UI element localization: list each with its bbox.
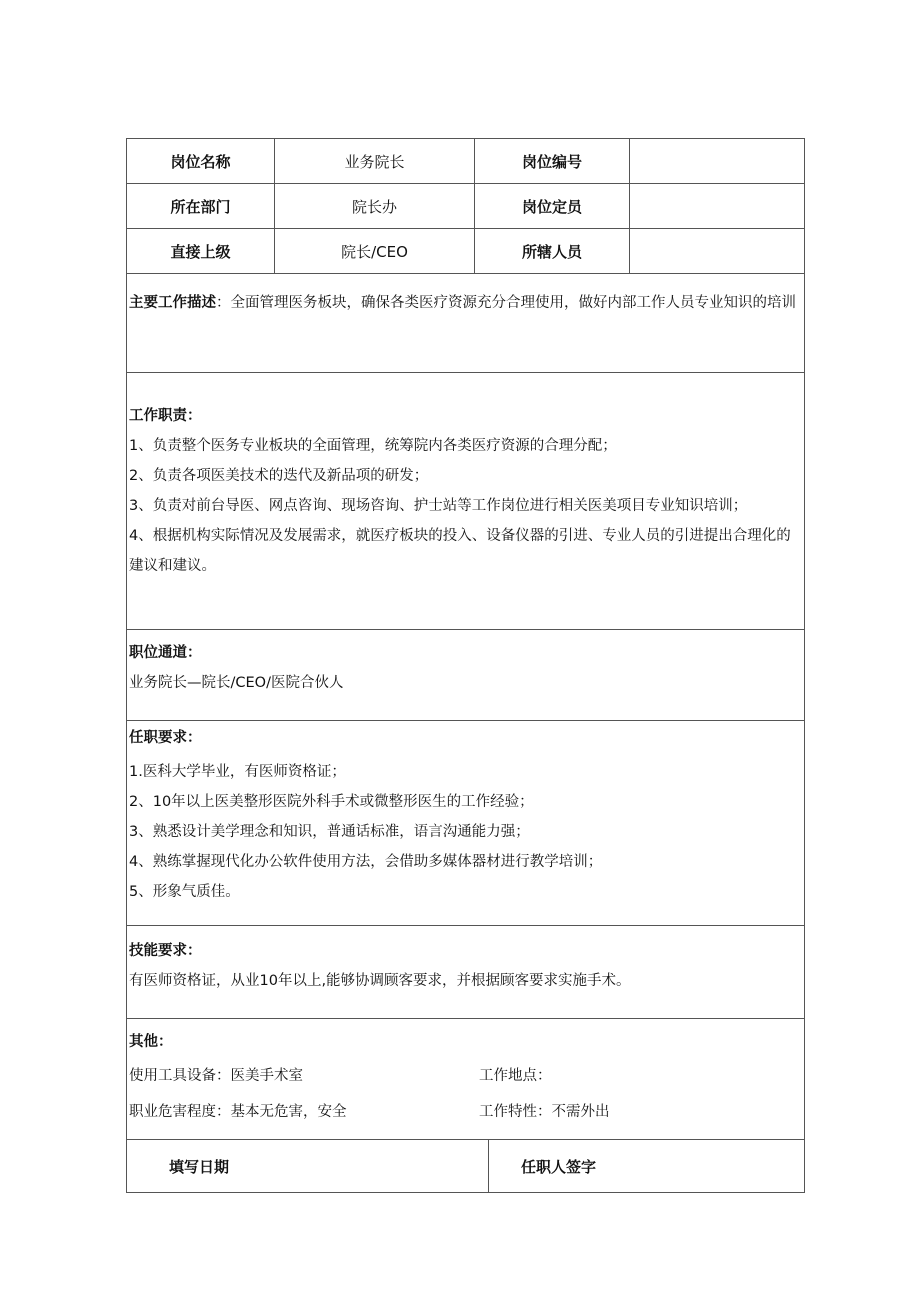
skills-row [127, 926, 805, 1019]
summary-paragraph [129, 288, 802, 318]
other-line-1 [129, 1061, 802, 1091]
career-text: 业务院长—院长/CEO/医院合伙人 [129, 675, 344, 691]
job-description-table [126, 138, 805, 1140]
signature-row [127, 1140, 805, 1193]
department-label: 所在部门 [127, 184, 275, 229]
career-title: 职位通道： [129, 645, 202, 661]
duty-item: 2、负责各项医美技术的迭代及新品项的研发； [129, 468, 429, 484]
skills-section [127, 926, 805, 1019]
subordinates-label: 所辖人员 [475, 229, 630, 274]
job-title-value: 业务院长 [275, 139, 475, 184]
equipment-text: 使用工具设备：医美手术室 [129, 1068, 303, 1084]
duties-section [127, 373, 805, 630]
duty-item: 4、根据机构实际情况及发展需求，就医疗板块的投入、设备仪器的引进、专业人员的引进提出合理化的建议和建议。 [129, 528, 791, 574]
headcount-label: 岗位定员 [475, 184, 630, 229]
fill-date-label: 填写日期 [127, 1140, 489, 1193]
subordinates-value [630, 229, 805, 274]
signature-table [126, 1139, 805, 1193]
requirement-item: 3、熟悉设计美学理念和知识，普通话标准，语言沟通能力强； [129, 824, 530, 840]
header-row-supervisor [127, 229, 805, 274]
supervisor-label: 直接上级 [127, 229, 275, 274]
header-row-department [127, 184, 805, 229]
other-row [127, 1019, 805, 1140]
nature-text: 工作特性：不需外出 [479, 1104, 610, 1120]
skills-title: 技能要求： [129, 943, 202, 959]
requirements-row [127, 721, 805, 926]
header-row-title [127, 139, 805, 184]
requirement-item: 5、形象气质佳。 [129, 884, 240, 900]
location-text: 工作地点： [479, 1068, 552, 1084]
requirements-section [127, 721, 805, 926]
job-code-label: 岗位编号 [475, 139, 630, 184]
summary-title: 主要工作描述 [129, 295, 216, 311]
headcount-value [630, 184, 805, 229]
other-line-2 [129, 1097, 802, 1127]
duties-row [127, 373, 805, 630]
job-description-form [126, 138, 804, 1193]
skills-text: 有医师资格证，从业10年以上,能够协调顾客要求，并根据顾客要求实施手术。 [129, 973, 631, 989]
career-row [127, 630, 805, 721]
job-title-label: 岗位名称 [127, 139, 275, 184]
hazard-text: 职业危害程度：基本无危害，安全 [129, 1104, 347, 1120]
requirement-item: 1.医科大学毕业，有医师资格证； [129, 764, 346, 780]
duties-title: 工作职责： [129, 408, 202, 424]
summary-row [127, 274, 805, 373]
summary-text: ：全面管理医务板块，确保各类医疗资源充分合理使用，做好内部工作人员专业知识的培训 [216, 295, 796, 311]
employee-signature-label: 任职人签字 [489, 1140, 805, 1193]
requirement-item: 4、熟练掌握现代化办公软件使用方法，会借助多媒体器材进行教学培训； [129, 854, 603, 870]
career-section [127, 630, 805, 721]
requirements-title: 任职要求： [129, 730, 202, 746]
summary-section [127, 274, 805, 373]
job-code-value [630, 139, 805, 184]
requirement-item: 2、10年以上医美整形医院外科手术或微整形医生的工作经验； [129, 794, 534, 810]
duty-item: 3、负责对前台导医、网点咨询、现场咨询、护士站等工作岗位进行相关医美项目专业知识培训； [129, 498, 748, 514]
department-value: 院长办 [275, 184, 475, 229]
other-title: 其他： [129, 1034, 173, 1050]
other-section [127, 1019, 805, 1140]
supervisor-value: 院长/CEO [275, 229, 475, 274]
duty-item: 1、负责整个医务专业板块的全面管理，统筹院内各类医疗资源的合理分配； [129, 438, 617, 454]
